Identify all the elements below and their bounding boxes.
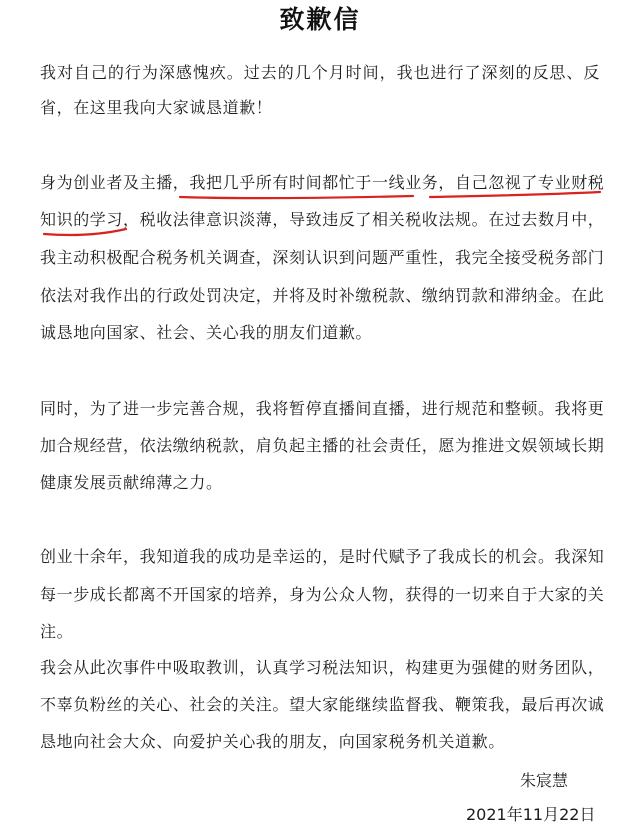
underline-busy-frontline [180,196,413,198]
paragraph-5-line-2: 不辜负粉丝的关心、社会的关注。望大家能继续监督我、鞭策我，最后再次诚 [40,695,605,714]
paragraph-2-line-5: 诚恳地向国家、社会、关心我的朋友们道歉。 [40,323,373,342]
paragraph-3-line-3: 健康发展贡献绵薄之力。 [40,473,223,492]
paragraph-5-line-1: 我会从此次事件中吸取教训，认真学习税法知识，构建更为强健的财务团队， [40,658,605,677]
paragraph-4-line-1: 创业十余年，我知道我的成功是幸运的，是时代赋予了我成长的机会。我深知 [40,547,605,566]
paragraph-5-line-3: 恳地向社会大众、向爱护关心我的朋友，向国家税务机关道歉。 [40,732,505,751]
paragraph-1-line-2: 省，在这里我向大家诚恳道歉！ [40,98,273,117]
paragraph-2-line-4: 依法对我作出的行政处罚决定，并将及时补缴税款、缴纳罚款和滞纳金。在此 [40,286,605,305]
paragraph-4-line-3: 注。 [40,622,74,641]
letter-title: 致歉信 [279,5,361,34]
paragraph-3-line-2: 加合规经营，依法缴纳税款，肩负起主播的社会责任，愿为推进文娱领域长期 [40,436,605,455]
paragraph-2-line-2: 知识的学习，税收法律意识淡薄，导致违反了相关税收法规。在过去数月中， [40,210,605,229]
paragraph-4-line-2: 每一步成长都离不开国家的培养，身为公众人物，获得的一切来自于大家的关 [40,585,605,604]
paragraph-1-line-1: 我对自己的行为深感愧疚。过去的几个月时间，我也进行了深刻的反思、反 [40,63,600,82]
paragraph-2-line-3: 我主动积极配合税务机关调查，深刻认识到问题严重性，我完全接受税务部门 [40,248,605,267]
paragraph-3-line-1: 同时，为了进一步完善合规，我将暂停直播间直播，进行规范和整顿。我将更 [40,399,605,418]
letter-date: 2021年11月22日 [466,805,596,824]
paragraph-2-line-1: 身为创业者及主播，我把几乎所有时间都忙于一线业务，自己忽视了专业财税 [40,173,605,192]
signature: 朱宸慧 [520,771,569,790]
